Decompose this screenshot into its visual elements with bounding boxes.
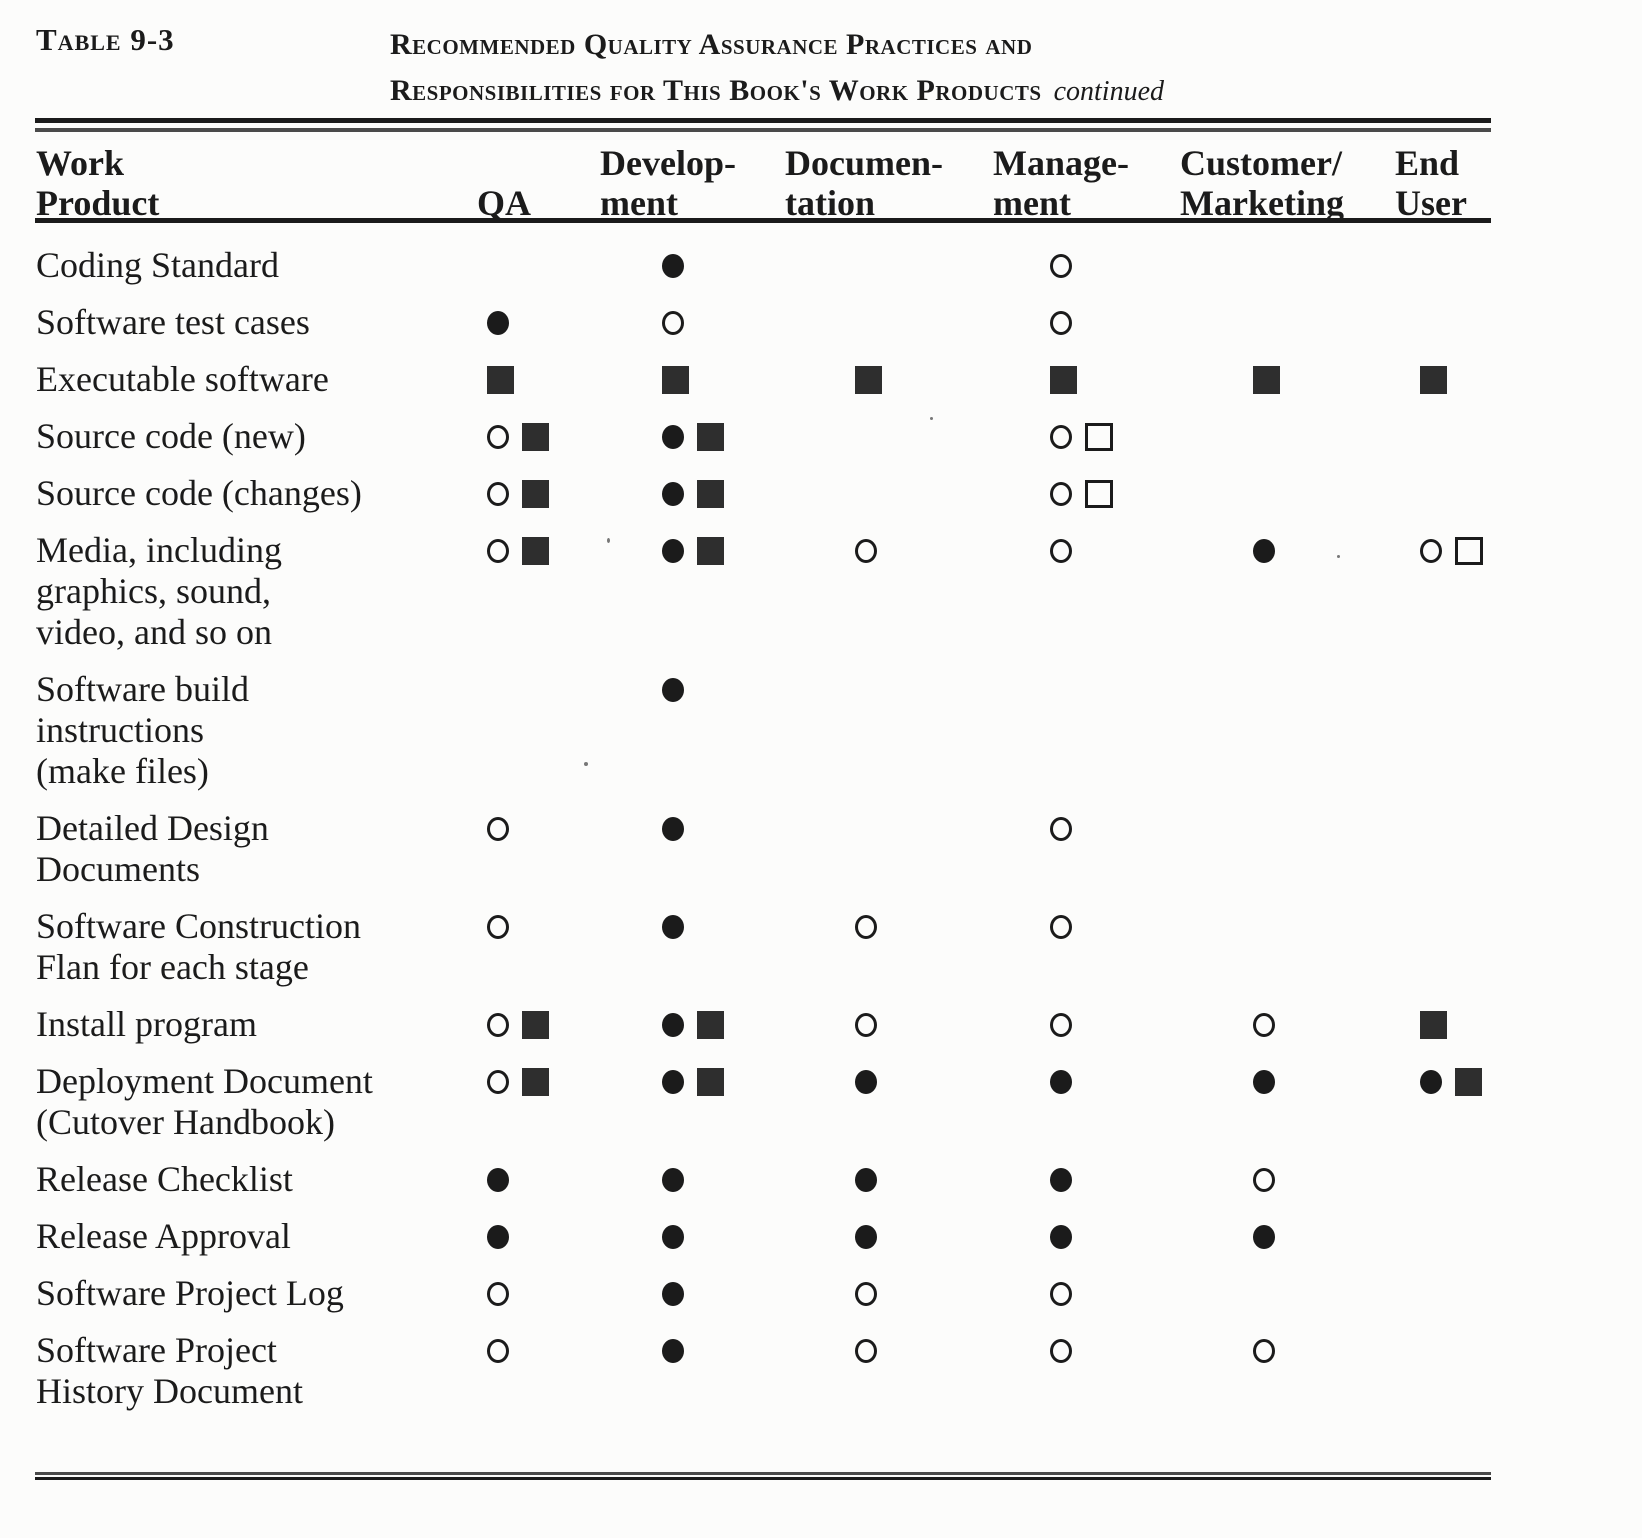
cell-end_user [1385,302,1491,343]
table-header-row [36,143,1491,223]
work-product-line: History Document [36,1371,303,1411]
table-row [36,416,1491,457]
filled-square-symbol [1253,366,1280,394]
cell-qa [470,416,600,457]
filled-circle-symbol [662,1013,684,1037]
top-double-rule-upper [35,118,1491,123]
cell-management [985,1273,1175,1314]
cell-qa [470,1004,600,1045]
cell-management [985,245,1175,286]
cell-development [600,530,785,571]
scan-speck [607,538,610,543]
table-row [36,1159,1491,1200]
filled-circle-symbol [662,817,684,841]
scan-speck [584,762,588,766]
cell-end_user [1385,669,1491,710]
cell-end_user [1385,1159,1491,1200]
cell-development [600,1273,785,1314]
cell-customer_marketing [1175,669,1385,710]
cell-documentation [785,1330,985,1371]
cell-development [600,1216,785,1257]
cell-development [600,808,785,849]
work-product-label [36,416,470,457]
work-product-line: Media, including [36,530,282,570]
table-row [36,359,1491,400]
cell-end_user [1385,530,1491,571]
cell-end_user [1385,1061,1491,1102]
open-circle-symbol [1050,482,1072,506]
table-title-line2: Responsibilities for This Book's Work Products continued [390,74,1164,107]
work-product-label [36,1159,470,1200]
filled-circle-symbol [487,311,509,335]
work-product-label [36,1061,470,1143]
work-product-line: Software Project Log [36,1273,344,1313]
cell-management [985,473,1175,514]
filled-circle-symbol [1253,539,1275,563]
cell-customer_marketing [1175,808,1385,849]
cell-management [985,669,1175,710]
open-circle-symbol [487,915,509,939]
filled-circle-symbol [1253,1225,1275,1249]
open-circle-symbol [487,1070,509,1094]
cell-end_user [1385,906,1491,947]
filled-circle-symbol [662,915,684,939]
cell-documentation [785,530,985,571]
table-row [36,302,1491,343]
work-product-line: Software build [36,669,249,709]
filled-square-symbol [697,537,724,565]
table-row [36,1216,1491,1257]
work-product-label [36,530,470,653]
cell-development [600,669,785,710]
cell-end_user [1385,1216,1491,1257]
cell-documentation [785,1273,985,1314]
open-circle-symbol [487,1339,509,1363]
open-circle-symbol [855,539,877,563]
table-row [36,906,1491,988]
cell-customer_marketing [1175,1061,1385,1102]
filled-circle-symbol [662,539,684,563]
filled-circle-symbol [487,1168,509,1192]
open-circle-symbol [1050,1282,1072,1306]
filled-circle-symbol [662,254,684,278]
bottom-double-rule-lower [35,1477,1491,1480]
cell-management [985,906,1175,947]
header-qa: QA [477,183,531,223]
open-circle-symbol [487,425,509,449]
table-row [36,1004,1491,1045]
open-circle-symbol [1050,311,1072,335]
cell-qa [470,245,600,286]
table-row [36,530,1491,653]
filled-square-symbol [1420,366,1447,394]
filled-circle-symbol [855,1168,877,1192]
cell-documentation [785,808,985,849]
cell-documentation [785,1216,985,1257]
bottom-double-rule-upper [35,1472,1491,1475]
cell-development [600,416,785,457]
cell-end_user [1385,473,1491,514]
header-development: Develop- ment [600,143,736,223]
filled-circle-symbol [662,678,684,702]
work-product-line: Install program [36,1004,257,1044]
filled-square-symbol [1050,366,1077,394]
cell-development [600,302,785,343]
open-circle-symbol [1050,539,1072,563]
filled-square-symbol [1420,1011,1447,1039]
open-circle-symbol [855,1339,877,1363]
top-double-rule-lower [35,128,1491,132]
filled-square-symbol [522,537,549,565]
cell-qa [470,808,600,849]
work-product-label [36,1330,470,1412]
table-row [36,1273,1491,1314]
cell-documentation [785,302,985,343]
cell-customer_marketing [1175,473,1385,514]
cell-management [985,1216,1175,1257]
cell-development [600,359,785,400]
open-square-symbol [1085,423,1113,451]
cell-development [600,906,785,947]
filled-circle-symbol [662,1168,684,1192]
open-circle-symbol [1050,1339,1072,1363]
cell-qa [470,906,600,947]
cell-development [600,1061,785,1102]
work-product-label [36,245,470,286]
work-product-label [36,906,470,988]
header-documentation: Documen- tation [785,143,943,223]
cell-customer_marketing [1175,245,1385,286]
table-row [36,473,1491,514]
filled-circle-symbol [662,1282,684,1306]
filled-square-symbol [522,423,549,451]
open-circle-symbol [1253,1013,1275,1037]
filled-circle-symbol [855,1225,877,1249]
cell-end_user [1385,1004,1491,1045]
filled-square-symbol [522,480,549,508]
work-product-line: Release Checklist [36,1159,293,1199]
cell-management [985,416,1175,457]
work-product-line: (make files) [36,751,209,791]
cell-customer_marketing [1175,1330,1385,1371]
cell-end_user [1385,245,1491,286]
work-product-label [36,1216,470,1257]
cell-qa [470,1159,600,1200]
cell-customer_marketing [1175,416,1385,457]
cell-qa [470,669,600,710]
open-circle-symbol [487,482,509,506]
cell-documentation [785,473,985,514]
cell-development [600,1159,785,1200]
filled-circle-symbol [1050,1168,1072,1192]
open-circle-symbol [487,1013,509,1037]
cell-customer_marketing [1175,1216,1385,1257]
work-product-line: graphics, sound, [36,571,271,611]
cell-end_user [1385,416,1491,457]
cell-management [985,359,1175,400]
filled-circle-symbol [1050,1225,1072,1249]
work-product-line: Source code (changes) [36,473,362,513]
cell-qa [470,1330,600,1371]
scan-speck [930,417,933,420]
open-circle-symbol [487,539,509,563]
cell-documentation [785,359,985,400]
cell-development [600,245,785,286]
work-product-line: Software Construction [36,906,361,946]
cell-documentation [785,245,985,286]
table-title [390,22,1164,115]
cell-documentation [785,1159,985,1200]
open-square-symbol [1455,537,1483,565]
open-square-symbol [1085,480,1113,508]
cell-documentation [785,669,985,710]
header-management: Manage- ment [993,143,1129,223]
open-circle-symbol [1253,1168,1275,1192]
table-body [36,245,1491,1428]
work-product-line: instructions [36,710,204,750]
work-product-line: video, and so on [36,612,272,652]
cell-customer_marketing [1175,906,1385,947]
table-row [36,245,1491,286]
filled-square-symbol [855,366,882,394]
filled-square-symbol [522,1011,549,1039]
table-row [36,808,1491,890]
open-circle-symbol [487,817,509,841]
open-circle-symbol [855,1013,877,1037]
cell-documentation [785,906,985,947]
cell-documentation [785,1004,985,1045]
open-circle-symbol [1050,1013,1072,1037]
work-product-line: Deployment Document [36,1061,373,1101]
open-circle-symbol [1050,254,1072,278]
open-circle-symbol [855,1282,877,1306]
work-product-label [36,669,470,792]
work-product-line: Flan for each stage [36,947,309,987]
cell-customer_marketing [1175,530,1385,571]
filled-circle-symbol [662,1225,684,1249]
filled-circle-symbol [662,1070,684,1094]
work-product-line: Software Project [36,1330,277,1370]
cell-development [600,1330,785,1371]
filled-square-symbol [662,366,689,394]
cell-management [985,302,1175,343]
open-circle-symbol [1050,817,1072,841]
open-circle-symbol [487,1282,509,1306]
cell-documentation [785,416,985,457]
header-end-user: End User [1395,143,1467,223]
header-customer-marketing: Customer/ Marketing [1180,143,1344,223]
filled-circle-symbol [487,1225,509,1249]
filled-square-symbol [697,1068,724,1096]
table-row [36,1330,1491,1412]
cell-customer_marketing [1175,302,1385,343]
work-product-label [36,1273,470,1314]
work-product-line: Documents [36,849,200,889]
cell-qa [470,530,600,571]
filled-circle-symbol [662,482,684,506]
open-circle-symbol [1253,1339,1275,1363]
open-circle-symbol [1420,539,1442,563]
work-product-line: Release Approval [36,1216,291,1256]
work-product-label [36,302,470,343]
table-number-label: Table 9-3 [36,22,175,57]
filled-circle-symbol [662,425,684,449]
filled-circle-symbol [855,1070,877,1094]
filled-square-symbol [697,1011,724,1039]
work-product-line: Software test cases [36,302,310,342]
header-work-product: Work Product [36,143,160,223]
cell-qa [470,1061,600,1102]
cell-customer_marketing [1175,1004,1385,1045]
cell-end_user [1385,808,1491,849]
cell-qa [470,473,600,514]
work-product-label [36,359,470,400]
open-circle-symbol [1050,915,1072,939]
filled-square-symbol [1455,1068,1482,1096]
filled-square-symbol [522,1068,549,1096]
cell-customer_marketing [1175,1273,1385,1314]
cell-qa [470,359,600,400]
work-product-label [36,473,470,514]
cell-qa [470,302,600,343]
table-row [36,1061,1491,1143]
cell-management [985,1159,1175,1200]
cell-management [985,1061,1175,1102]
table-title-line1: Recommended Quality Assurance Practices and [390,28,1033,61]
work-product-label [36,808,470,890]
cell-development [600,1004,785,1045]
cell-management [985,1330,1175,1371]
cell-customer_marketing [1175,359,1385,400]
work-product-line: Coding Standard [36,245,279,285]
cell-end_user [1385,359,1491,400]
cell-management [985,530,1175,571]
work-product-line: (Cutover Handbook) [36,1102,335,1142]
cell-end_user [1385,1273,1491,1314]
filled-circle-symbol [662,1339,684,1363]
filled-square-symbol [697,423,724,451]
continued-note: continued [1053,76,1164,107]
cell-documentation [785,1061,985,1102]
cell-development [600,473,785,514]
open-circle-symbol [855,915,877,939]
open-circle-symbol [662,311,684,335]
filled-square-symbol [697,480,724,508]
open-circle-symbol [1050,425,1072,449]
scan-speck [1337,555,1340,558]
cell-management [985,1004,1175,1045]
cell-customer_marketing [1175,1159,1385,1200]
cell-qa [470,1216,600,1257]
work-product-line: Executable software [36,359,329,399]
work-product-line: Detailed Design [36,808,269,848]
table-row [36,669,1491,792]
cell-end_user [1385,1330,1491,1371]
cell-qa [470,1273,600,1314]
cell-management [985,808,1175,849]
work-product-line: Source code (new) [36,416,306,456]
filled-square-symbol [487,366,514,394]
filled-circle-symbol [1050,1070,1072,1094]
work-product-label [36,1004,470,1045]
filled-circle-symbol [1253,1070,1275,1094]
filled-circle-symbol [1420,1070,1442,1094]
